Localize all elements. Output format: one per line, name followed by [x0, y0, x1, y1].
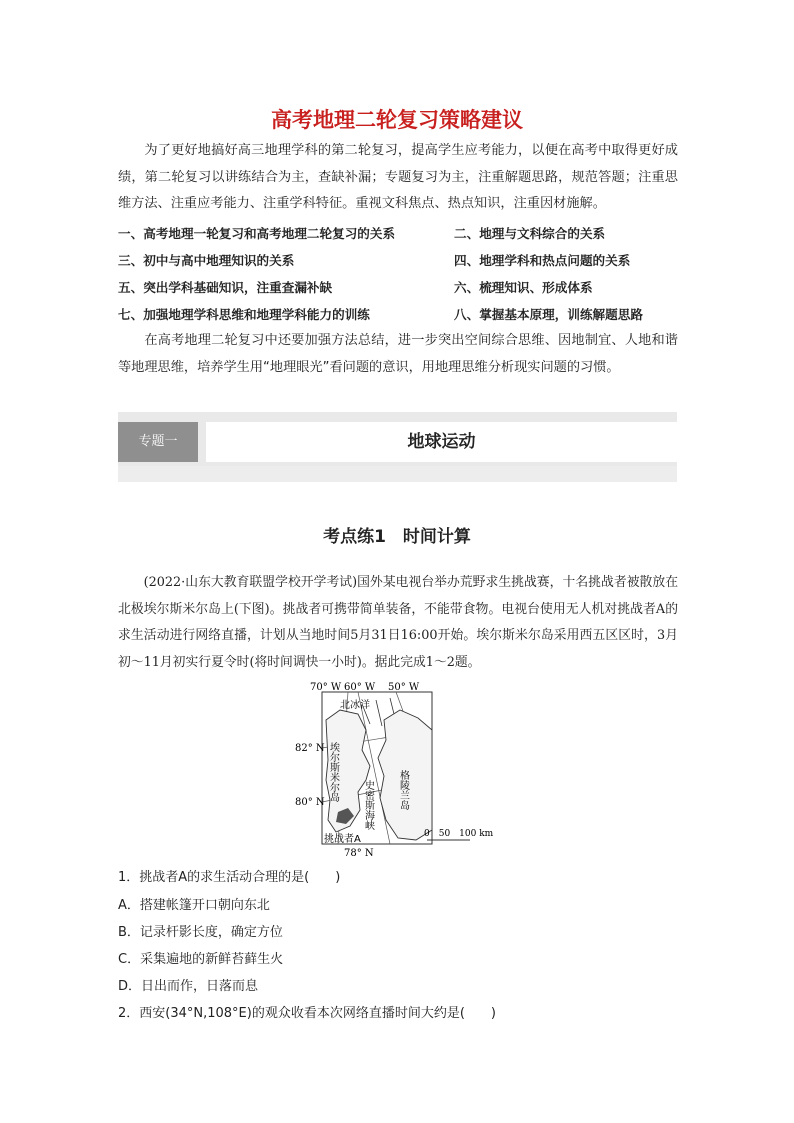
strategy-item: 四、地理学科和热点问题的关系 — [454, 253, 631, 268]
strategy-item: 一、高考地理一轮复习和高考地理二轮复习的关系 — [118, 226, 396, 241]
strategy-row — [118, 301, 678, 328]
lon-label: 50° W — [388, 682, 420, 693]
answer-option: A．搭建帐篷开口朝向东北 — [118, 898, 270, 913]
lat-label: 78° N — [344, 848, 374, 859]
banner-stripe — [118, 466, 677, 482]
lon-label: 60° W — [344, 682, 376, 693]
strategy-item: 七、加强地理学科思维和地理学科能力的训练 — [118, 307, 370, 322]
strategy-list — [118, 220, 678, 328]
strait-label: 史密斯海峡 — [362, 780, 374, 830]
strategy-item: 五、突出学科基础知识，注重查漏补缺 — [118, 280, 333, 295]
greenland-label: 格陵兰岛 — [397, 770, 409, 810]
closing-paragraph: 在高考地理二轮复习中还要加强方法总结，进一步突出空间综合思维、因地制宜、人地和谐等地理思维，培养学生用“地理眼光”看问题的意识，用地理思维分析现实问题的习惯。 — [118, 333, 678, 375]
question-intro: (2022·山东大教育联盟学校开学考试)国外某电视台举办荒野求生挑战赛，十名挑战者被散放在北极埃尔斯米尔岛上(下图)。挑战者可携带简单装备，不能带食物。电视台使用无人机对挑战者A的求生活动进行网络直播，计划从当地时间5月31日16:00开始。埃尔斯米尔岛采用西五区区时，3月初～11月初实行夏令时(将时间调快一小时)。据此完成1～2题。 — [118, 575, 678, 670]
topic-banner — [118, 412, 677, 482]
strategy-item: 三、初中与高中地理知识的关系 — [118, 253, 295, 268]
challenger-label: 挑战者A — [324, 834, 361, 845]
question-stem: 2．西安(34°N,108°E)的观众收看本次网络直播时间大约是( ) — [118, 1006, 496, 1021]
ocean-label: 北冰洋 — [340, 700, 370, 711]
topic-heading: 地球运动 — [206, 422, 677, 462]
ellesmere-island-map — [295, 680, 510, 860]
document-title: 高考地理二轮复习策略建议 — [271, 108, 523, 132]
island-label: 埃尔斯米尔岛 — [327, 742, 339, 802]
intro-paragraph: 为了更好地搞好高三地理学科的第二轮复习，提高学生应考能力，以便在高考中取得更好成绩，第二轮复习以讲练结合为主，查缺补漏；专题复习为主，注重解题思路，规范答题；注重思维方法、注重应考能力、注重学科特征。重视文科焦点、热点知识，注重因材施解。 — [118, 143, 678, 211]
strategy-item: 二、地理与文科综合的关系 — [454, 226, 606, 241]
strategy-item: 六、梳理知识、形成体系 — [454, 280, 593, 295]
answer-option: C．采集遍地的新鲜苔藓生火 — [118, 952, 284, 967]
section-title: 考点练1 时间计算 — [323, 527, 471, 547]
topic-tag: 专题一 — [118, 422, 198, 462]
strategy-item: 八、掌握基本原理，训练解题思路 — [454, 307, 643, 322]
lat-label: 80° N — [295, 797, 325, 808]
strategy-row — [118, 247, 678, 274]
strategy-row — [118, 220, 678, 247]
question-stem: 1．挑战者A的求生活动合理的是( ) — [118, 870, 341, 885]
strategy-row — [118, 274, 678, 301]
answer-option: B．记录杆影长度，确定方位 — [118, 925, 283, 940]
lat-label: 82° N — [295, 743, 325, 754]
answer-option: D．日出而作，日落而息 — [118, 979, 259, 994]
lon-label: 70° W — [310, 682, 342, 693]
scale-label: 0 50 100 km — [424, 829, 494, 839]
